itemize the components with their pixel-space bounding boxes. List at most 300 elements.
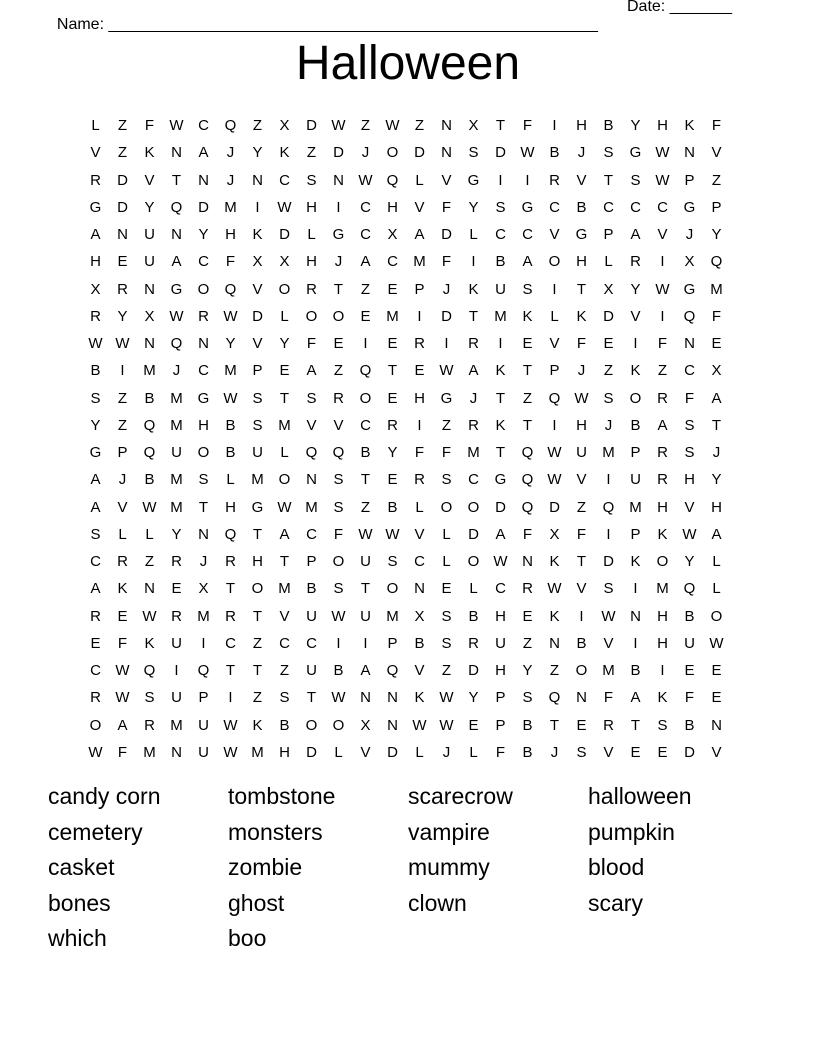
grid-letter: A (198, 144, 209, 162)
grid-letter: E (90, 634, 101, 652)
grid-letter: I (633, 580, 638, 598)
grid-letter: P (495, 716, 506, 734)
grid-letter: Y (684, 553, 695, 570)
grid-letter: Z (117, 389, 128, 407)
grid-letter: Q (332, 444, 345, 461)
grid-letter: F (495, 743, 506, 761)
grid-letter: D (306, 743, 317, 761)
grid-letter: O (656, 553, 669, 570)
grid-letter: U (171, 634, 182, 652)
grid-letter: M (170, 498, 183, 516)
grid-letter: A (468, 362, 479, 380)
grid-letter: A (495, 525, 506, 543)
grid-letter: V (711, 144, 722, 162)
grid-letter: P (252, 362, 263, 380)
grid-letter: S (306, 389, 317, 407)
grid-letter: T (495, 117, 506, 134)
grid-letter: V (414, 525, 425, 543)
grid-letter: D (198, 198, 209, 216)
grid-letter: Y (279, 335, 290, 352)
grid-letter: J (199, 553, 208, 570)
grid-letter: I (660, 307, 665, 325)
grid-letter: M (386, 307, 399, 325)
grid-letter: N (306, 471, 317, 489)
grid-letter: S (576, 743, 587, 761)
grid-letter: J (442, 280, 451, 298)
grid-letter: X (279, 117, 290, 134)
grid-letter: N (171, 144, 182, 162)
grid-letter: F (711, 117, 722, 134)
grid-letter: L (415, 498, 424, 516)
grid-letter: N (252, 171, 263, 189)
grid-letter: H (414, 389, 425, 407)
grid-letter: L (712, 580, 721, 598)
grid-letter: J (226, 171, 235, 189)
grid-letter: O (197, 280, 210, 298)
grid-letter: N (198, 335, 209, 352)
grid-letter: A (630, 689, 641, 707)
grid-letter: H (279, 743, 290, 761)
grid-letter: C (387, 253, 398, 271)
grid-letter: U (684, 634, 695, 652)
grid-letter: B (90, 362, 101, 380)
grid-letter: P (387, 634, 398, 652)
grid-letter: S (495, 198, 506, 216)
grid-letter: W (277, 198, 292, 216)
grid-letter: Q (548, 389, 561, 407)
word-list-item: pumpkin (588, 818, 675, 845)
grid-letter: N (144, 580, 155, 598)
grid-letter: U (252, 444, 263, 461)
grid-letter: V (711, 743, 722, 761)
grid-letter: E (711, 335, 722, 352)
grid-letter: O (332, 307, 345, 325)
grid-letter: L (226, 471, 235, 489)
date-field-label: Date: _______ (627, 0, 732, 15)
grid-letter: C (603, 198, 614, 216)
word-list-item: halloween (588, 783, 692, 809)
grid-letter: D (117, 198, 128, 216)
grid-letter: R (117, 553, 128, 570)
grid-letter: U (198, 716, 209, 734)
grid-letter: O (575, 662, 588, 679)
grid-letter: T (549, 716, 560, 734)
grid-letter: J (172, 362, 181, 380)
grid-letter: I (174, 662, 179, 679)
grid-letter: G (89, 198, 102, 216)
grid-letter: B (522, 716, 533, 734)
grid-letter: E (522, 607, 533, 625)
grid-letter: E (387, 389, 398, 407)
grid-letter: P (684, 171, 695, 189)
grid-letter: R (333, 389, 344, 407)
grid-letter: Q (386, 171, 399, 189)
grid-letter: T (171, 171, 182, 189)
grid-letter: L (334, 743, 343, 761)
grid-letter: O (467, 553, 480, 570)
grid-letter: C (630, 198, 641, 216)
grid-letter: R (468, 634, 479, 652)
grid-letter: S (90, 389, 101, 407)
grid-letter: K (576, 307, 587, 325)
grid-letter: S (603, 389, 614, 407)
grid-letter: V (576, 471, 587, 489)
grid-letter: S (684, 416, 695, 434)
grid-letter: F (414, 444, 425, 461)
grid-letter: V (252, 335, 263, 352)
grid-letter: U (171, 444, 182, 461)
grid-letter: H (576, 416, 587, 434)
grid-letter: Q (143, 444, 156, 461)
grid-letter: M (143, 743, 156, 761)
grid-letter: L (415, 171, 424, 189)
word-list-item: cemetery (48, 818, 143, 845)
grid-letter: G (170, 280, 183, 298)
grid-letter: D (279, 226, 290, 243)
grid-letter: L (280, 307, 289, 325)
grid-letter: S (90, 525, 101, 543)
grid-letter: C (360, 416, 371, 434)
grid-letter: B (333, 662, 344, 679)
grid-letter: I (120, 362, 125, 380)
grid-letter: B (522, 743, 533, 761)
grid-letter: V (360, 743, 371, 761)
grid-letter: X (360, 716, 371, 734)
grid-letter: T (360, 471, 371, 489)
grid-letter: F (441, 198, 452, 216)
grid-letter: D (684, 743, 695, 761)
grid-letter: T (711, 416, 722, 434)
grid-letter: F (684, 389, 695, 407)
grid-letter: V (414, 662, 425, 679)
grid-letter: B (630, 662, 641, 679)
grid-letter: L (712, 553, 721, 570)
grid-letter: O (305, 716, 318, 734)
grid-letter: T (522, 362, 533, 380)
grid-letter: J (334, 253, 343, 271)
grid-letter: I (444, 335, 449, 352)
grid-letter: W (223, 389, 238, 407)
word-list-item: scarecrow (408, 783, 513, 809)
grid-letter: Z (441, 662, 452, 679)
grid-letter: N (684, 144, 695, 162)
grid-letter: W (439, 362, 454, 380)
grid-letter: N (360, 689, 371, 707)
grid-letter: K (630, 553, 641, 570)
grid-letter: R (630, 253, 641, 271)
grid-letter: Z (522, 634, 533, 652)
grid-letter: E (279, 362, 290, 380)
grid-letter: T (279, 389, 290, 407)
grid-letter: M (467, 444, 480, 461)
grid-letter: Z (117, 416, 128, 434)
grid-letter: O (278, 471, 291, 489)
grid-letter: W (547, 444, 562, 461)
grid-letter: D (117, 171, 128, 189)
grid-letter: I (552, 117, 557, 134)
grid-letter: T (495, 389, 506, 407)
grid-letter: Z (603, 362, 614, 380)
grid-letter: C (279, 634, 290, 652)
grid-letter: S (333, 580, 344, 598)
grid-letter: B (279, 716, 290, 734)
grid-letter: Y (468, 198, 479, 216)
grid-letter: M (170, 389, 183, 407)
grid-letter: O (89, 716, 102, 734)
grid-letter: W (142, 607, 157, 625)
grid-letter: G (521, 198, 534, 216)
grid-letter: W (331, 607, 346, 625)
grid-letter: X (468, 117, 479, 134)
grid-letter: R (171, 607, 182, 625)
grid-letter: K (549, 553, 560, 570)
grid-letter: P (630, 525, 641, 543)
grid-letter: L (604, 253, 613, 271)
page-title: Halloween (295, 37, 521, 90)
grid-letter: L (307, 226, 316, 243)
grid-letter: C (360, 226, 371, 243)
grid-letter: H (495, 607, 506, 625)
grid-letter: V (144, 171, 155, 189)
grid-letter: I (471, 253, 476, 271)
grid-letter: U (360, 607, 371, 625)
grid-letter: V (414, 198, 425, 216)
grid-letter: A (522, 253, 533, 271)
grid-letter: E (441, 580, 452, 598)
word-list-item: ghost (228, 889, 285, 916)
grid-letter: D (414, 144, 425, 162)
grid-letter: R (468, 416, 479, 434)
grid-letter: A (711, 389, 722, 407)
grid-letter: E (117, 253, 128, 271)
grid-letter: W (655, 144, 670, 162)
grid-letter: I (201, 634, 206, 652)
grid-letter: R (90, 307, 101, 325)
grid-letter: S (333, 471, 344, 489)
grid-letter: N (198, 171, 209, 189)
grid-letter: V (333, 416, 344, 434)
grid-letter: X (198, 580, 209, 598)
word-list-item: scary (588, 889, 643, 916)
grid-letter: T (603, 171, 614, 189)
grid-letter: M (278, 416, 291, 434)
grid-letter: O (332, 716, 345, 734)
grid-letter: B (576, 198, 587, 216)
grid-letter: C (360, 198, 371, 216)
grid-letter: W (682, 525, 697, 543)
grid-letter: U (495, 280, 506, 298)
grid-letter: E (414, 362, 425, 380)
grid-letter: H (657, 117, 668, 134)
grid-letter: A (414, 226, 425, 243)
grid-letter: N (171, 226, 182, 243)
grid-letter: V (90, 144, 101, 162)
grid-letter: C (414, 553, 425, 570)
grid-letter: M (305, 498, 318, 516)
grid-letter: R (198, 307, 209, 325)
grid-letter: A (90, 226, 101, 243)
grid-letter: S (252, 389, 263, 407)
grid-letter: Y (198, 226, 209, 243)
grid-letter: K (144, 144, 155, 162)
grid-letter: Y (144, 198, 155, 216)
grid-letter: F (684, 689, 695, 707)
grid-letter: I (633, 335, 638, 352)
grid-letter: R (90, 607, 101, 625)
grid-letter: G (494, 471, 507, 489)
grid-letter: E (711, 662, 722, 679)
grid-letter: K (117, 580, 128, 598)
grid-letter: M (494, 307, 507, 325)
grid-letter: C (549, 198, 560, 216)
grid-letter: W (169, 307, 184, 325)
grid-letter: B (225, 416, 236, 434)
grid-letter: F (306, 335, 317, 352)
grid-letter: S (603, 580, 614, 598)
grid-letter: X (252, 253, 263, 271)
grid-letter: H (198, 416, 209, 434)
grid-letter: P (711, 198, 722, 216)
grid-letter: Y (171, 525, 182, 543)
grid-letter: P (630, 444, 641, 461)
grid-letter: Q (170, 198, 183, 216)
grid-letter: S (441, 607, 452, 625)
grid-letter: N (711, 716, 722, 734)
grid-letter: N (117, 226, 128, 243)
grid-letter: Z (306, 144, 317, 162)
grid-letter: W (385, 117, 400, 134)
grid-letter: H (252, 553, 263, 570)
grid-letter: G (197, 389, 210, 407)
grid-letter: Y (711, 226, 722, 243)
grid-letter: S (522, 689, 533, 707)
grid-letter: J (361, 144, 370, 162)
grid-letter: H (657, 607, 668, 625)
grid-letter: N (630, 607, 641, 625)
grid-letter: Z (657, 362, 668, 380)
grid-letter: S (657, 716, 668, 734)
grid-letter: D (333, 144, 344, 162)
grid-letter: L (550, 307, 559, 325)
grid-letter: Z (360, 498, 371, 516)
grid-letter: R (90, 171, 101, 189)
grid-letter: T (252, 662, 263, 679)
grid-letter: S (252, 416, 263, 434)
word-list-item: candy corn (48, 783, 161, 809)
grid-letter: L (442, 525, 451, 543)
grid-letter: Q (197, 662, 210, 679)
grid-letter: V (576, 171, 587, 189)
grid-letter: R (414, 335, 425, 352)
grid-letter: M (386, 607, 399, 625)
grid-letter: S (279, 689, 290, 707)
grid-letter: G (440, 389, 453, 407)
grid-letter: E (171, 580, 182, 598)
grid-letter: V (549, 335, 560, 352)
grid-letter: I (606, 471, 611, 489)
grid-letter: H (576, 117, 587, 134)
grid-letter: C (90, 553, 101, 570)
grid-letter: W (115, 662, 130, 679)
grid-letter: D (387, 743, 398, 761)
grid-letter: G (89, 444, 102, 461)
grid-letter: U (144, 226, 155, 243)
grid-letter: M (143, 362, 156, 380)
grid-letter: W (115, 335, 130, 352)
word-list-item: casket (48, 854, 115, 880)
grid-letter: Y (252, 144, 263, 162)
grid-letter: C (90, 662, 101, 679)
grid-letter: N (441, 117, 452, 134)
grid-letter: V (657, 226, 668, 243)
grid-letter: M (251, 743, 264, 761)
grid-letter: C (225, 634, 236, 652)
grid-letter: R (603, 716, 614, 734)
grid-letter: G (683, 198, 696, 216)
grid-letter: U (171, 689, 182, 707)
grid-letter: T (279, 553, 290, 570)
grid-letter: K (657, 525, 668, 543)
grid-letter: C (657, 198, 668, 216)
grid-letter: A (306, 362, 317, 380)
grid-letter: D (495, 498, 506, 516)
grid-letter: H (495, 662, 506, 679)
grid-letter: K (657, 689, 668, 707)
grid-letter: I (633, 634, 638, 652)
grid-letter: N (522, 553, 533, 570)
grid-letter: K (684, 117, 695, 134)
grid-letter: O (467, 498, 480, 516)
grid-letter: Q (224, 117, 237, 134)
grid-letter: H (306, 198, 317, 216)
grid-letter: Q (224, 280, 237, 298)
grid-letter: E (117, 607, 128, 625)
grid-letter: D (603, 553, 614, 570)
grid-letter: Y (90, 416, 101, 434)
grid-letter: Q (521, 471, 534, 489)
grid-letter: T (360, 580, 371, 598)
grid-letter: F (522, 117, 533, 134)
grid-letter: A (90, 471, 101, 489)
grid-letter: S (522, 280, 533, 298)
grid-letter: M (224, 362, 237, 380)
grid-letter: A (279, 525, 290, 543)
grid-letter: N (144, 335, 155, 352)
grid-letter: G (467, 171, 480, 189)
grid-letter: R (225, 607, 236, 625)
grid-letter: J (685, 226, 694, 243)
grid-letter: Q (521, 498, 534, 516)
grid-letter: V (684, 498, 695, 516)
grid-letter: Z (252, 117, 263, 134)
grid-letter: X (90, 280, 101, 298)
grid-letter: N (171, 743, 182, 761)
grid-letter: R (225, 553, 236, 570)
word-list-item: tombstone (228, 783, 336, 809)
grid-letter: B (306, 580, 317, 598)
grid-letter: I (606, 525, 611, 543)
grid-letter: Z (414, 117, 425, 134)
grid-letter: T (468, 307, 479, 325)
grid-letter: W (709, 634, 724, 652)
grid-letter: Q (683, 580, 696, 598)
grid-letter: T (306, 689, 317, 707)
grid-letter: M (197, 607, 210, 625)
grid-letter: W (547, 580, 562, 598)
grid-letter: J (469, 389, 478, 407)
grid-letter: V (117, 498, 128, 516)
grid-letter: X (711, 362, 722, 380)
